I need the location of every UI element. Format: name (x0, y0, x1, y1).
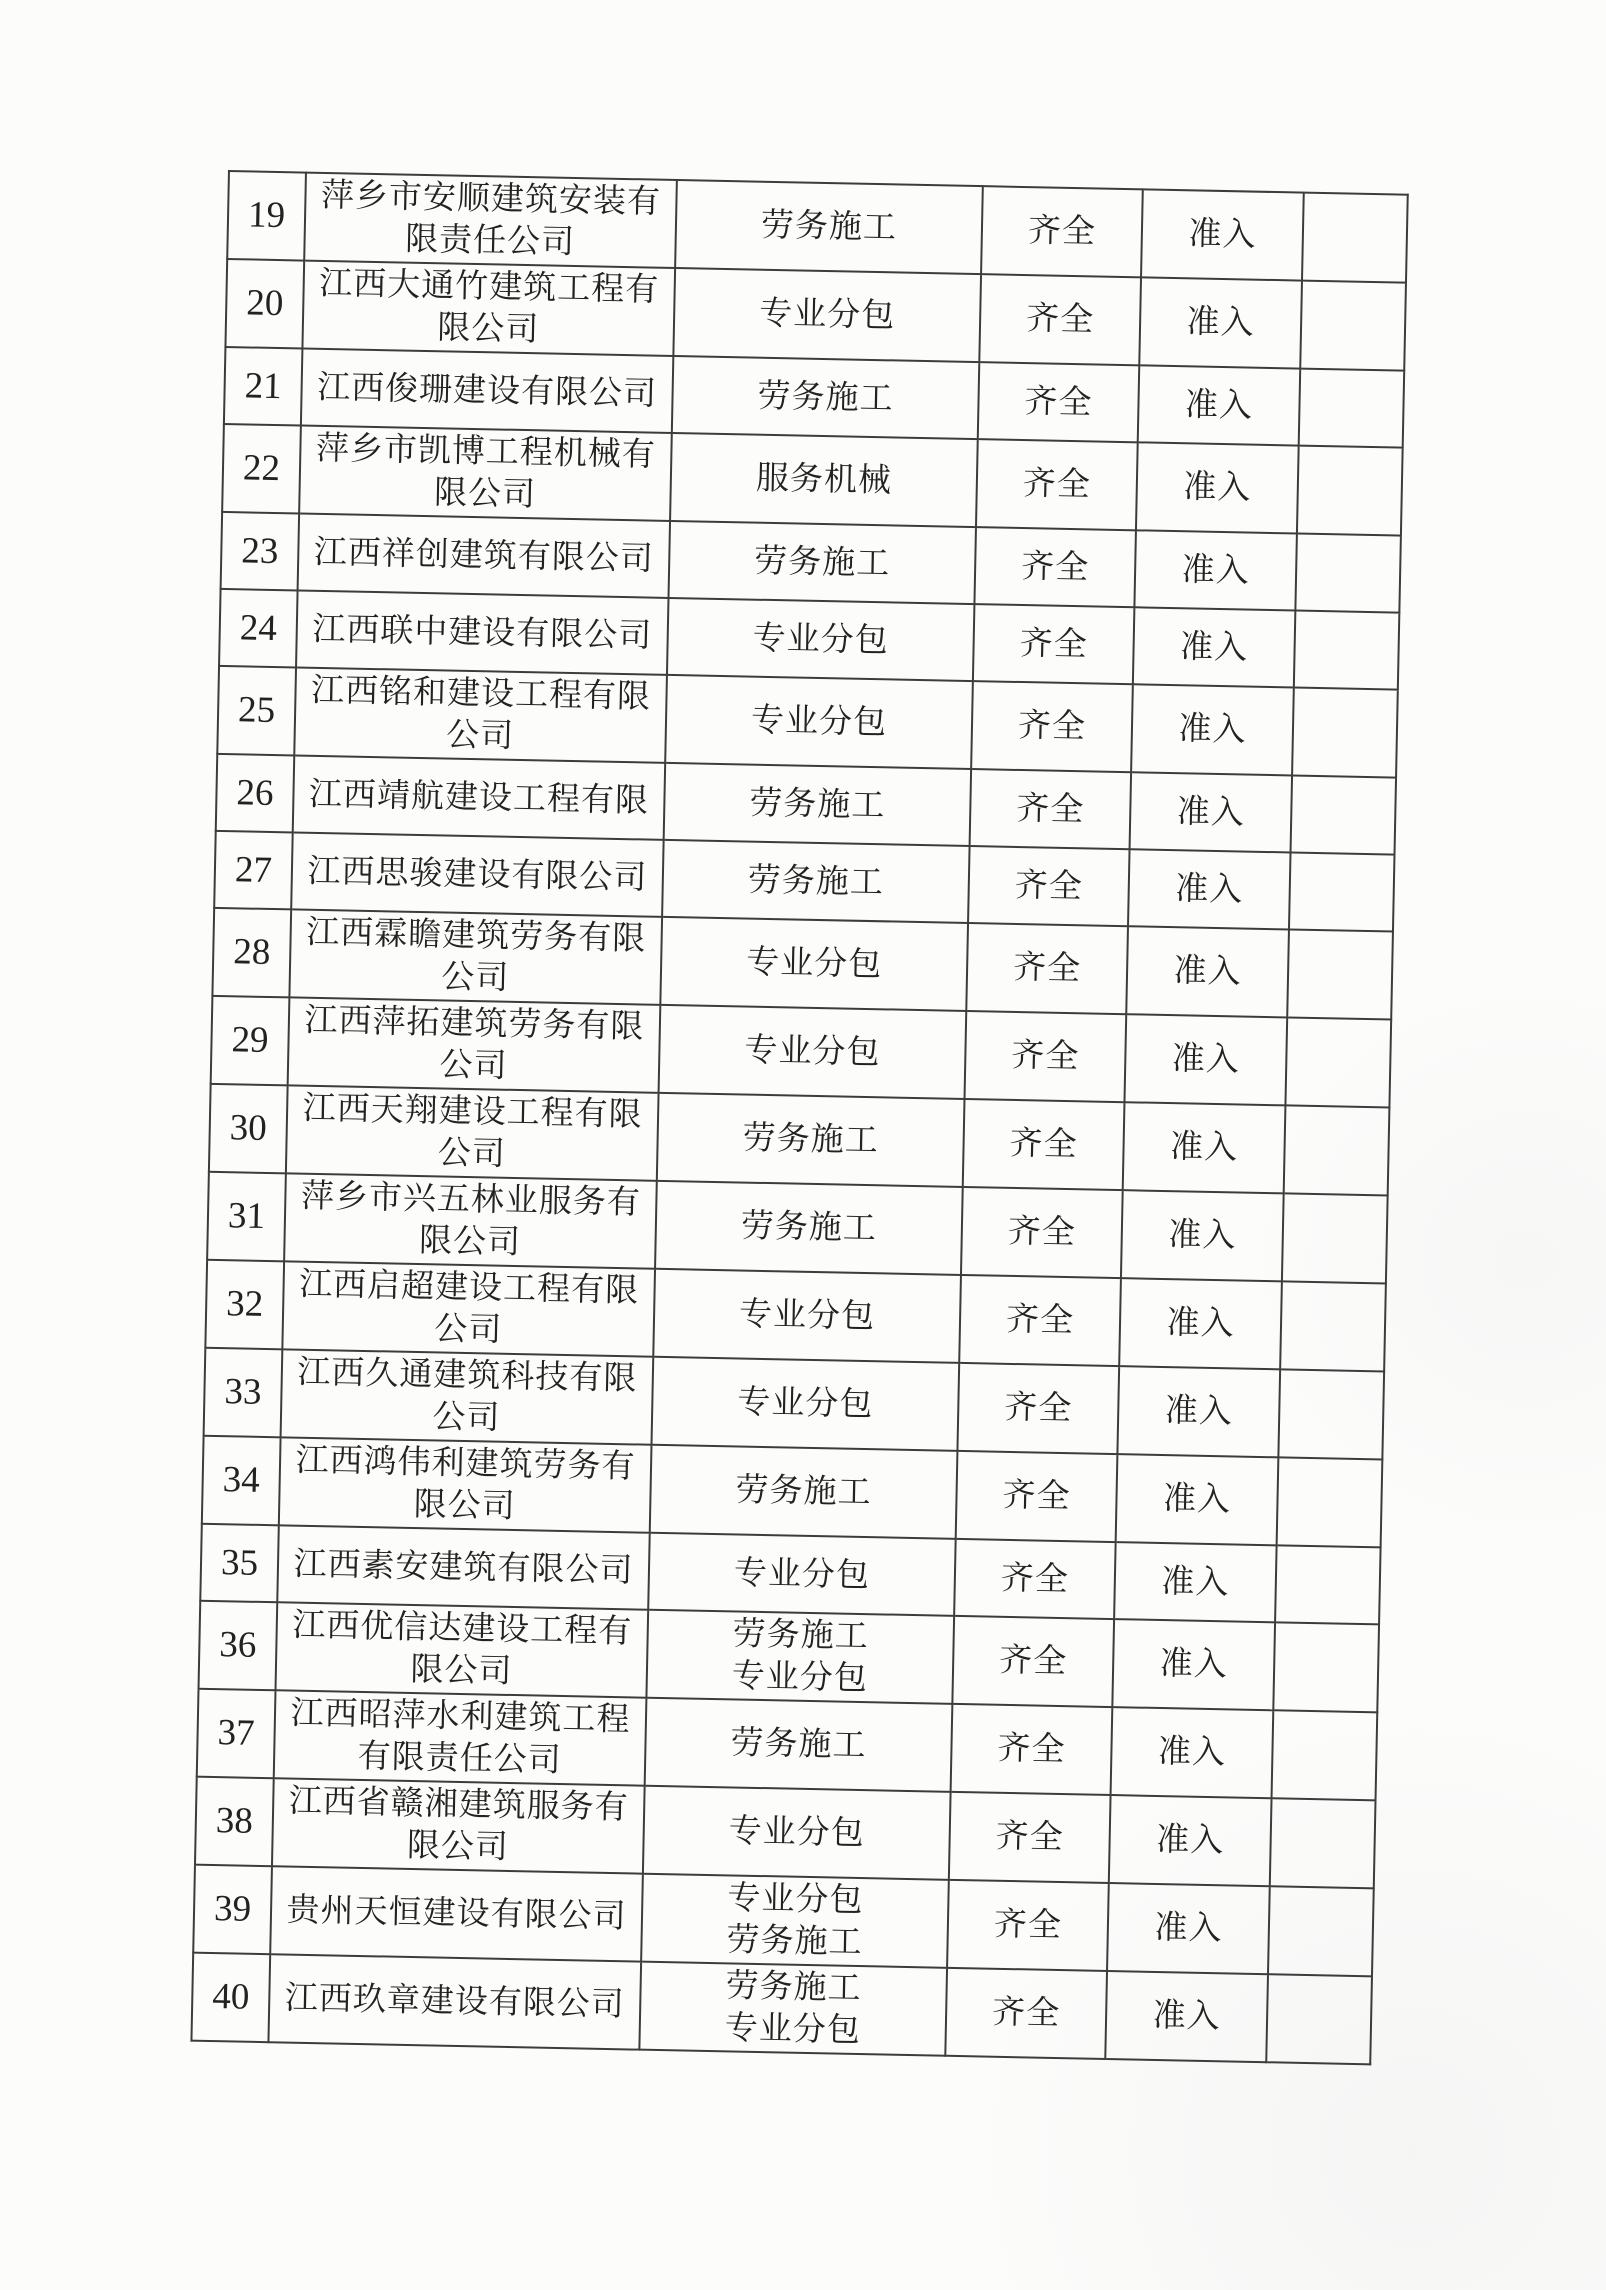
cell-materials-status: 齐全 (954, 1539, 1116, 1619)
cell-company-name: 江西俊珊建设有限公司 (301, 349, 673, 433)
cell-qualification-type: 劳务施工 专业分包 (646, 1610, 954, 1704)
cell-row-number: 35 (200, 1524, 279, 1603)
cell-note (1266, 1974, 1372, 2064)
cell-row-number: 38 (195, 1777, 274, 1867)
cell-note (1297, 446, 1403, 536)
cell-review-result: 准入 (1133, 607, 1296, 687)
cell-qualification-type: 劳务施工 (672, 356, 979, 439)
cell-qualification-type: 专业分包 (643, 1786, 951, 1880)
cell-note (1295, 534, 1401, 613)
cell-materials-status: 齐全 (971, 681, 1133, 772)
cell-review-result: 准入 (1126, 926, 1289, 1017)
cell-review-result: 准入 (1117, 1366, 1280, 1457)
cell-review-result: 准入 (1109, 1795, 1272, 1886)
cell-qualification-type: 劳务施工 (655, 1181, 963, 1275)
cell-note (1285, 1017, 1391, 1107)
cell-materials-status: 齐全 (945, 1968, 1107, 2059)
cell-note (1284, 1105, 1390, 1195)
cell-review-result: 准入 (1121, 1190, 1284, 1281)
cell-materials-status: 齐全 (963, 1099, 1125, 1190)
cell-review-result: 准入 (1141, 189, 1304, 280)
cell-note (1275, 1545, 1381, 1624)
cell-company-name: 江西靖航建设工程有限 (293, 755, 665, 839)
cell-row-number: 22 (222, 424, 301, 514)
cell-materials-status: 齐全 (949, 1792, 1111, 1883)
cell-materials-status: 齐全 (981, 186, 1143, 277)
cell-materials-status: 齐全 (957, 1363, 1119, 1454)
cell-note (1282, 1193, 1388, 1283)
cell-qualification-type: 劳务施工 (675, 180, 983, 274)
cell-company-name: 江西祥创建筑有限公司 (298, 513, 670, 597)
cell-row-number: 36 (199, 1601, 278, 1691)
cell-note (1299, 369, 1405, 448)
cell-note (1300, 281, 1406, 371)
cell-row-number: 40 (191, 1953, 270, 2043)
cell-review-result: 准入 (1124, 1014, 1287, 1105)
cell-review-result: 准入 (1119, 1278, 1282, 1369)
cell-qualification-type: 专业分包 (652, 1357, 960, 1451)
cell-company-name: 江西鸿伟利建筑劳务有 限公司 (279, 1437, 652, 1532)
cell-review-result: 准入 (1134, 530, 1297, 610)
cell-row-number: 21 (224, 347, 303, 426)
cell-review-result: 准入 (1116, 1454, 1279, 1545)
cell-company-name: 萍乡市凯博工程机械有 限公司 (299, 426, 672, 521)
cell-note (1270, 1798, 1376, 1888)
cell-company-name: 江西思骏建设有限公司 (291, 832, 663, 916)
cell-row-number: 20 (225, 259, 304, 349)
cell-row-number: 25 (217, 666, 296, 756)
cell-qualification-type: 专业分包 (659, 1005, 967, 1099)
cell-review-result: 准入 (1130, 772, 1293, 852)
cell-row-number: 37 (197, 1689, 276, 1779)
cell-row-number: 19 (227, 171, 306, 261)
cell-materials-status: 齐全 (976, 439, 1138, 530)
cell-review-result: 准入 (1112, 1619, 1275, 1710)
cell-company-name: 江西昭萍水利建筑工程 有限责任公司 (274, 1690, 647, 1785)
cell-review-result: 准入 (1111, 1707, 1274, 1798)
cell-qualification-type: 劳务施工 (669, 521, 976, 604)
cell-review-result: 准入 (1105, 1971, 1268, 2062)
cell-row-number: 31 (207, 1172, 286, 1262)
cell-company-name: 江西启超建设工程有限 公司 (282, 1261, 655, 1356)
cell-row-number: 32 (205, 1260, 284, 1350)
cell-row-number: 23 (221, 512, 300, 591)
cell-note (1272, 1710, 1378, 1800)
cell-materials-status: 齐全 (965, 1011, 1127, 1102)
cell-materials-status: 齐全 (959, 1275, 1121, 1366)
cell-row-number: 39 (193, 1865, 272, 1955)
company-admission-table (190, 170, 1408, 2065)
cell-company-name: 江西铭和建设工程有限 公司 (294, 667, 667, 762)
cell-qualification-type: 劳务施工 (657, 1093, 965, 1187)
cell-row-number: 30 (209, 1084, 288, 1174)
cell-company-name: 江西霖瞻建筑劳务有限 公司 (289, 909, 662, 1004)
cell-qualification-type: 专业分包 (660, 917, 968, 1011)
cell-company-name: 江西优信达建设工程有 限公司 (275, 1602, 648, 1697)
cell-materials-status: 齐全 (973, 604, 1135, 684)
cell-note (1292, 687, 1398, 777)
cell-row-number: 28 (212, 908, 291, 998)
cell-company-name: 江西大通竹建筑工程有 限公司 (302, 261, 675, 356)
cell-company-name: 江西玖章建设有限公司 (268, 1954, 641, 2049)
cell-note (1294, 611, 1400, 690)
cell-qualification-type: 专业分包 (648, 1533, 955, 1616)
cell-materials-status: 齐全 (966, 923, 1128, 1014)
cell-qualification-type: 服务机械 (670, 433, 978, 527)
cell-company-name: 江西省赣湘建筑服务有 限公司 (272, 1778, 645, 1873)
cell-note (1278, 1369, 1384, 1459)
cell-company-name: 萍乡市安顺建筑安装有 限责任公司 (304, 173, 677, 268)
cell-company-name: 江西久通建筑科技有限 公司 (281, 1349, 654, 1444)
cell-note (1289, 852, 1395, 931)
cell-materials-status: 齐全 (970, 769, 1132, 849)
cell-company-name: 江西天翔建设工程有限 公司 (286, 1085, 659, 1180)
cell-note (1268, 1886, 1374, 1976)
cell-row-number: 34 (202, 1436, 281, 1526)
cell-note (1291, 775, 1397, 854)
cell-company-name: 江西萍拓建筑劳务有限 公司 (288, 997, 661, 1092)
cell-materials-status: 齐全 (956, 1451, 1118, 1542)
cell-row-number: 24 (219, 589, 298, 668)
cell-materials-status: 齐全 (974, 527, 1136, 607)
cell-qualification-type: 专业分包 (667, 598, 974, 681)
cell-review-result: 准入 (1138, 365, 1301, 445)
cell-qualification-type: 专业分包 (673, 268, 981, 362)
cell-review-result: 准入 (1128, 849, 1291, 929)
cell-review-result: 准入 (1139, 277, 1302, 368)
cell-review-result: 准入 (1107, 1883, 1270, 1974)
cell-note (1277, 1457, 1383, 1547)
cell-qualification-type: 劳务施工 (650, 1445, 958, 1539)
cell-company-name: 江西联中建设有限公司 (296, 590, 668, 674)
cell-row-number: 27 (214, 831, 293, 910)
cell-materials-status: 齐全 (952, 1616, 1114, 1707)
cell-note (1302, 193, 1408, 283)
cell-row-number: 26 (216, 754, 295, 833)
cell-company-name: 江西素安建筑有限公司 (277, 1525, 649, 1609)
cell-company-name: 贵州天恒建设有限公司 (270, 1866, 643, 1961)
cell-note (1273, 1622, 1379, 1712)
cell-review-result: 准入 (1131, 684, 1294, 775)
cell-materials-status: 齐全 (979, 274, 1141, 365)
cell-note (1287, 929, 1393, 1019)
cell-qualification-type: 专业分包 劳务施工 (641, 1874, 949, 1968)
cell-materials-status: 齐全 (961, 1187, 1123, 1278)
cell-qualification-type: 劳务施工 (664, 763, 971, 846)
cell-qualification-type: 劳务施工 (662, 840, 969, 923)
cell-review-result: 准入 (1114, 1542, 1277, 1622)
cell-qualification-type: 专业分包 (653, 1269, 961, 1363)
cell-materials-status: 齐全 (951, 1704, 1113, 1795)
cell-company-name: 萍乡市兴五林业服务有 限公司 (284, 1173, 657, 1268)
cell-materials-status: 齐全 (947, 1880, 1109, 1971)
cell-review-result: 准入 (1123, 1102, 1286, 1193)
cell-materials-status: 齐全 (968, 846, 1130, 926)
cell-qualification-type: 劳务施工 专业分包 (639, 1962, 947, 2056)
cell-qualification-type: 专业分包 (665, 675, 973, 769)
cell-qualification-type: 劳务施工 (645, 1698, 953, 1792)
cell-materials-status: 齐全 (978, 362, 1140, 442)
cell-note (1280, 1281, 1386, 1371)
cell-review-result: 准入 (1136, 442, 1299, 533)
cell-row-number: 33 (204, 1348, 283, 1438)
table-body (191, 171, 1407, 2064)
cell-row-number: 29 (211, 996, 290, 1086)
